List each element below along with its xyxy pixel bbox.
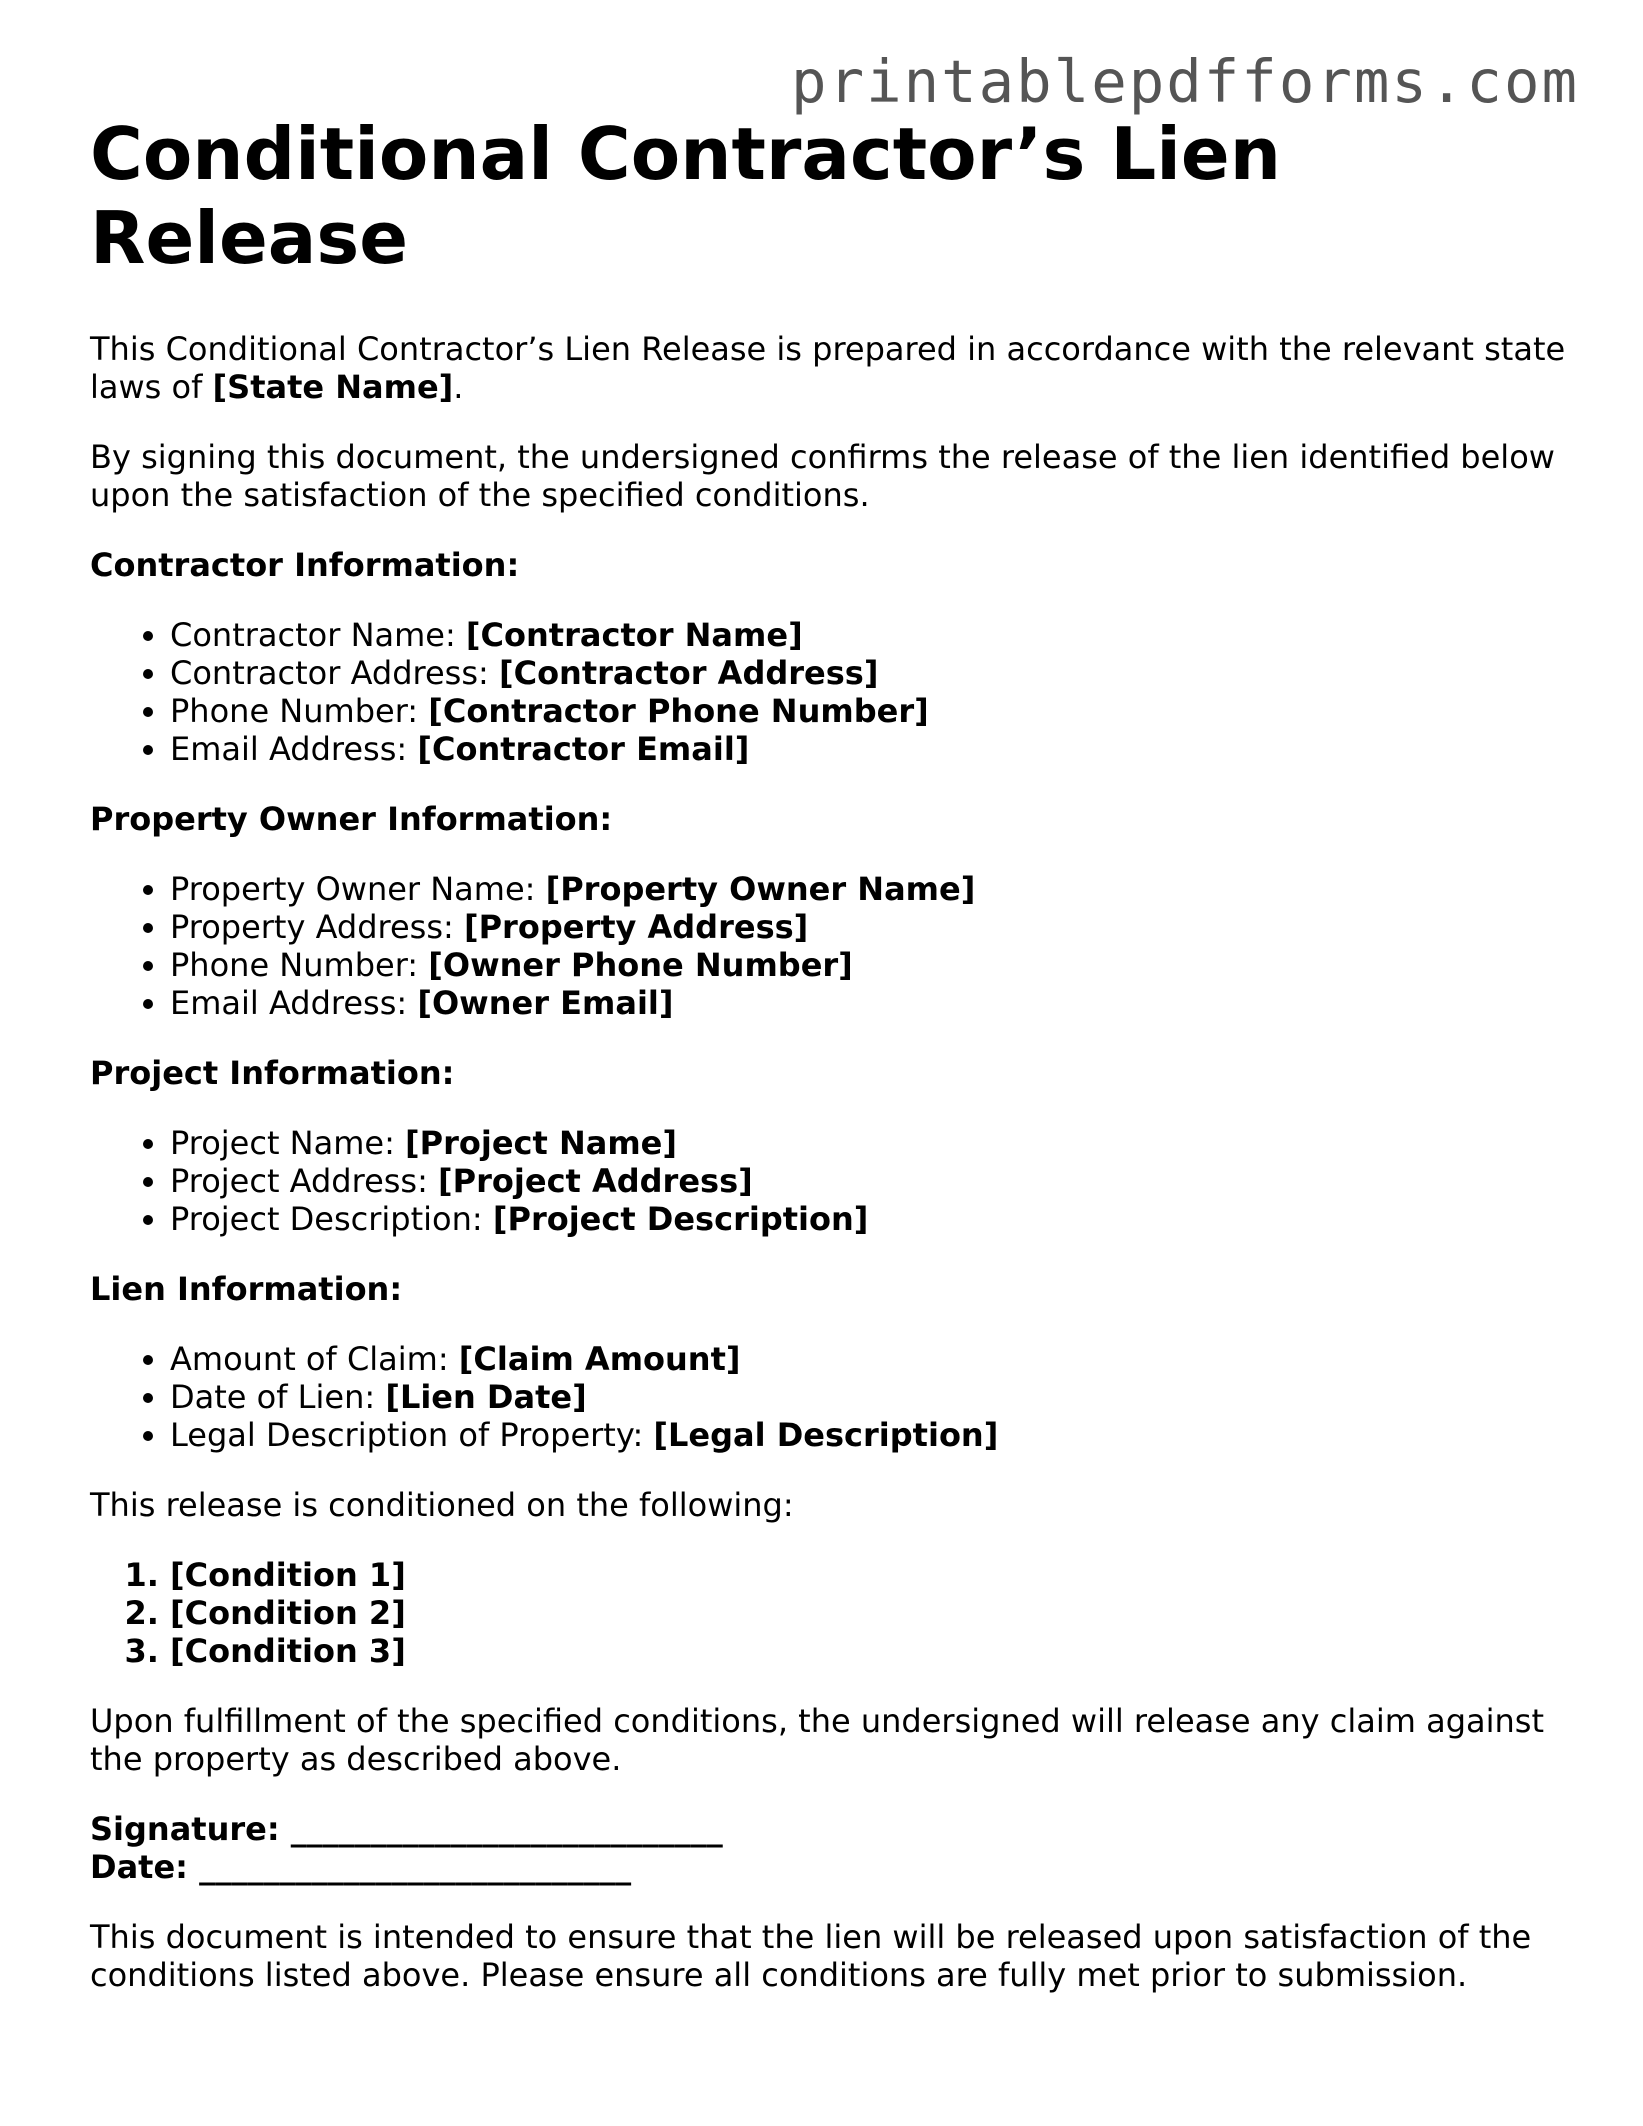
confirmation-paragraph: By signing this document, the undersigned confirms the release of the lien identified below upon the satisfaction of the specified conditions. (90, 438, 1555, 514)
field-placeholder: [Contractor Email] (417, 730, 750, 768)
field-label: Project Address: (170, 1162, 439, 1200)
field-placeholder: [Project Name] (405, 1124, 677, 1162)
signature-line[interactable]: Signature: ___________________________ (90, 1810, 723, 1848)
project-list (90, 1124, 1570, 1238)
document-title: Conditional Contractor’s Lien Release (90, 112, 1282, 280)
field-placeholder: [Property Address] (463, 908, 809, 946)
list-item (170, 1378, 1570, 1416)
owner-list (90, 870, 1570, 1022)
field-placeholder: [Owner Phone Number] (428, 946, 853, 984)
conditions-intro: This release is conditioned on the following: (90, 1486, 794, 1524)
intro-paragraph (90, 330, 1570, 406)
field-label: Project Name: (170, 1124, 406, 1162)
list-item (170, 984, 1570, 1022)
condition-item: 1. [Condition 1] (170, 1556, 1570, 1594)
field-placeholder: [Contractor Address] (498, 654, 879, 692)
field-label: Contractor Name: (170, 616, 466, 654)
field-label: Email Address: (170, 984, 418, 1022)
document-body (90, 112, 1570, 1994)
watermark-text: printablepdfforms.com (791, 47, 1579, 116)
field-placeholder: [Lien Date] (385, 1378, 587, 1416)
contractor-heading: Contractor Information: (90, 546, 520, 584)
intro-text: This Conditional Contractor’s Lien Release is prepared in accordance with the relevant state laws of (90, 330, 1566, 406)
field-placeholder: [Property Owner Name] (545, 870, 976, 908)
field-label: Amount of Claim: (170, 1340, 459, 1378)
field-label: Phone Number: (170, 692, 429, 730)
field-placeholder: [Project Description] (492, 1200, 869, 1238)
field-label: Date of Lien: (170, 1378, 386, 1416)
project-heading: Project Information: (90, 1054, 455, 1092)
list-item (170, 1340, 1570, 1378)
list-item (170, 870, 1570, 908)
field-label: Property Address: (170, 908, 464, 946)
field-label: Project Description: (170, 1200, 493, 1238)
state-name-placeholder: [State Name] (212, 368, 454, 406)
list-item (170, 1200, 1570, 1238)
intro-period: . (453, 368, 464, 406)
list-item (170, 1124, 1570, 1162)
list-item (170, 692, 1570, 730)
list-item (170, 654, 1570, 692)
field-placeholder: [Contractor Phone Number] (428, 692, 929, 730)
closing-paragraph: This document is intended to ensure that the lien will be released upon satisfaction of the conditions listed above. Please ensure all conditions are fully met prior to submission. (90, 1918, 1532, 1994)
list-item (170, 946, 1570, 984)
list-item (170, 1162, 1570, 1200)
list-item (170, 908, 1570, 946)
contractor-list (90, 616, 1570, 768)
field-placeholder: [Claim Amount] (458, 1340, 741, 1378)
list-item (170, 616, 1570, 654)
fulfillment-paragraph: Upon fulfillment of the specified conditions, the undersigned will release any claim against the property as described above. (90, 1702, 1545, 1778)
conditions-list (90, 1556, 1570, 1670)
condition-item: 2. [Condition 2] (170, 1594, 1570, 1632)
date-line[interactable]: Date: ___________________________ (90, 1848, 632, 1886)
field-placeholder: [Owner Email] (417, 984, 674, 1022)
signature-block (90, 1810, 1570, 1886)
field-label: Email Address: (170, 730, 418, 768)
field-placeholder: [Contractor Name] (465, 616, 803, 654)
condition-item: 3. [Condition 3] (170, 1632, 1570, 1670)
lien-list (90, 1340, 1570, 1454)
list-item (170, 730, 1570, 768)
field-placeholder: [Project Address] (438, 1162, 753, 1200)
lien-heading: Lien Information: (90, 1270, 403, 1308)
field-label: Legal Description of Property: (170, 1416, 654, 1454)
list-item (170, 1416, 1570, 1454)
field-placeholder: [Legal Description] (653, 1416, 999, 1454)
field-label: Phone Number: (170, 946, 429, 984)
field-label: Property Owner Name: (170, 870, 546, 908)
owner-heading: Property Owner Information: (90, 800, 613, 838)
field-label: Contractor Address: (170, 654, 499, 692)
